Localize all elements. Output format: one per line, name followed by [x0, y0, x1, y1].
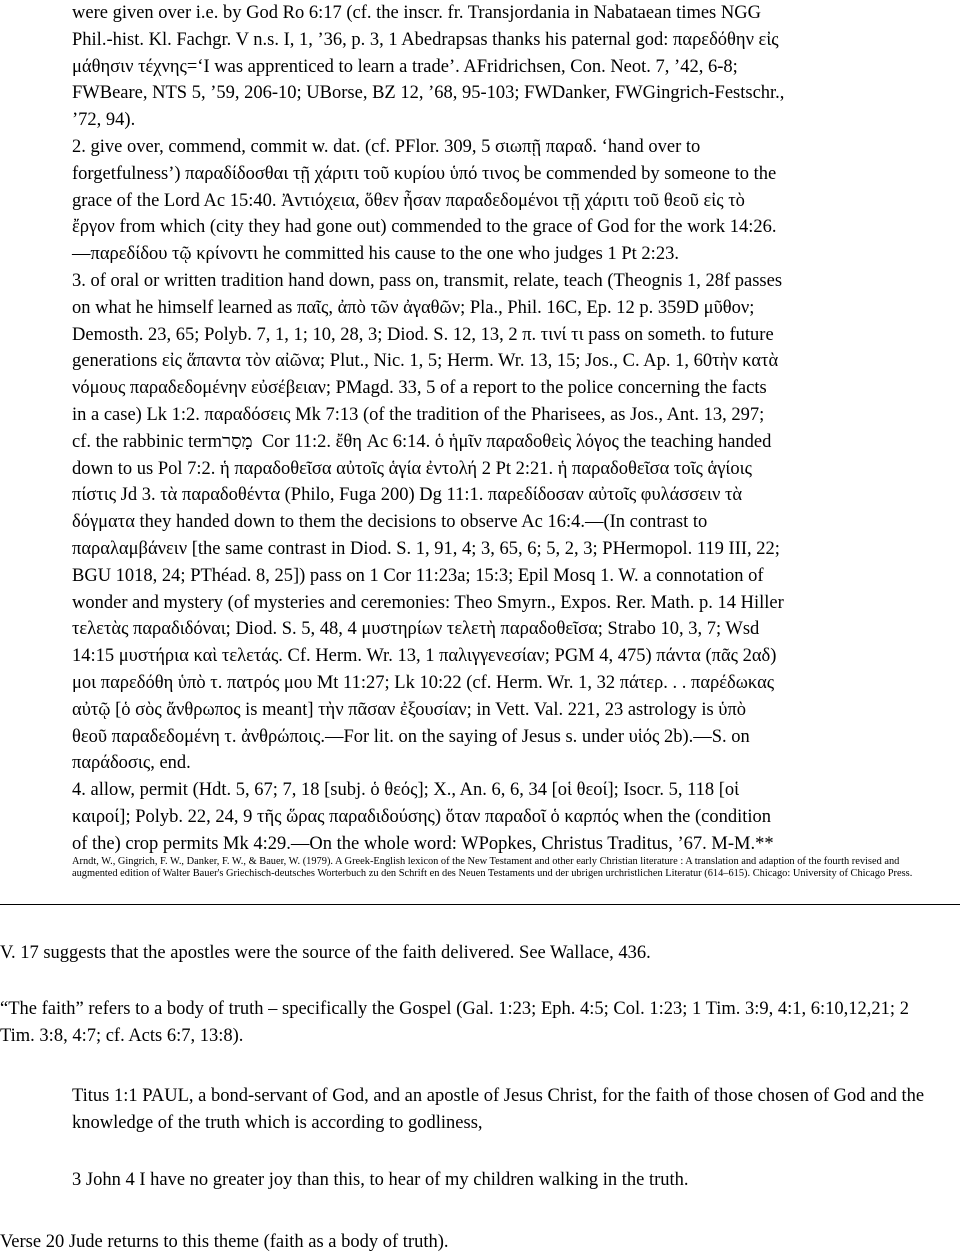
- lexicon-line: ’72, 94).: [72, 110, 136, 131]
- lexicon-line: 4. allow, permit (Hdt. 5, 67; 7, 18 [subj. ὁ θεός]; X., An. 6, 6, 34 [οἱ θεοί]; Isocr. 5, 118 [οἱ: [72, 780, 740, 801]
- lexicon-line: grace of the Lord Ac 15:40. Ἀντιόχεια, ὅθεν ἦσαν παραδεδομένοι τῇ χάριτι τοῦ θεοῦ εἰς τὸ: [72, 190, 745, 211]
- lexicon-entry: [72, 0, 952, 858]
- lexicon-line: down to us Pol 7:2. ἡ παραδοθεῖσα αὐτοῖς ἁγία ἐντολή 2 Pt 2:21. ἡ παραδοθεῖσα τοῖς ἁγίοις: [72, 458, 752, 479]
- paragraph-the-faith: “The faith” refers to a body of truth – specifically the Gospel (Gal. 1:23; Eph. 4:5; Col. 1:23; 1 Tim. 3:9, 4:1, 6:10,12,21; 2 Tim. 3:8, 4:7; cf. Acts 6:7, 13:8).: [0, 999, 909, 1046]
- lexicon-line: in a case) Lk 1:2. παραδόσεις Mk 7:13 (of the tradition of the Pharisees, as Jos., Ant. 13, 297;: [72, 404, 765, 425]
- lexicon-line: 14:15 μυστήρια καὶ τελετάς. Cf. Herm. Wr. 13, 1 παλιγγενεσίαν; PGM 4, 475) πάντα (πᾶς 2αδ): [72, 646, 777, 667]
- quote-3-john: 3 John 4 I have no greater joy than this, to hear of my children walking in the truth.: [72, 1170, 689, 1190]
- lexicon-line: νόμους παραδεδομένην εὐσέβειαν; PMagd. 33, 5 of a report to the police concerning the facts: [72, 378, 767, 399]
- lexicon-line: δόγματα they handed down to them the decisions to observe Ac 16:4.—(In contrast to: [72, 512, 708, 533]
- bibliographic-citation: Arndt, W., Gingrich, F. W., Danker, F. W., & Bauer, W. (1979). A Greek-English lexicon of the New Testament and other early Christian literature : A translation and adaption of the fourth revised and augmented edition of Walter Bauer's Griechisch-deutsches Worterbuch zu den Schrift en des Neuen Testaments und der ubrigen urchristlichen Literatur (614–615). Chicago: University of Chicago Press.: [72, 856, 913, 880]
- paragraph-wallace-note: V. 17 suggests that the apostles were the source of the faith delivered. See Wallace, 436.: [0, 943, 651, 963]
- lexicon-line: παραλαμβάνειν [the same contrast in Diod. S. 1, 91, 4; 3, 65, 6; 5, 2, 3; PHermopol. 119 III, 22;: [72, 538, 780, 559]
- lexicon-line: πίστις Jd 3. τὰ παραδοθέντα (Philo, Fuga 200) Dg 11:1. παρεδίδοσαν αὐτοῖς φυλάσσειν τὰ: [72, 485, 743, 506]
- lexicon-line-hebrew: [72, 429, 952, 456]
- quote-titus: Titus 1:1 PAUL, a bond-servant of God, and an apostle of Jesus Christ, for the faith of those chosen of God and the knowledge of the truth which is according to godliness,: [72, 1086, 925, 1133]
- lexicon-line: —παρεδίδου τῷ κρίνοντι he committed his cause to the one who judges 1 Pt 2:23.: [72, 244, 679, 265]
- lexicon-line: were given over i.e. by God Ro 6:17 (cf. the inscr. fr. Transjordania in Nabataean times NGG: [72, 3, 761, 23]
- lexicon-line: on what he himself learned as παῖς, ἀπὸ τῶν ἀγαθῶν; Pla., Phil. 16C, Ep. 12 p. 359D μῦθον;: [72, 297, 755, 318]
- section-divider: [0, 904, 960, 905]
- lexicon-line: 3. of oral or written tradition hand down, pass on, transmit, relate, teach (Theognis 1, 28f passes: [72, 270, 783, 291]
- lexicon-line: παράδοσις, end.: [72, 753, 191, 774]
- lexicon-line: FWBeare, NTS 5, ’59, 206-10; UBorse, BZ 12, ’68, 95-103; FWDanker, FWGingrich-Festschr.,: [72, 83, 785, 104]
- lexicon-line: wonder and mystery (of mysteries and ceremonies: Theo Smyrn., Expos. Rer. Math. p. 14 Hiller: [72, 592, 784, 613]
- lexicon-line: ἔργον from which (city they had gone out) commended to the grace of God for the work 14:26.: [72, 217, 777, 238]
- hebrew-line-prefix: cf. the rabbinic term: [72, 431, 222, 452]
- hebrew-line-suffix: Cor 11:2. ἔθη Ac 6:14. ὁ ἡμῖν παραδοθεὶς λόγος the teaching handed: [252, 431, 772, 452]
- lexicon-line: Phil.-hist. Kl. Fachgr. V n.s. I, 1, ’36, p. 3, 1 Abedrapsas thanks his paternal god: παρεδόθην εἰς: [72, 29, 779, 50]
- lexicon-line: generations εἰς ἅπαντα τὸν αἰῶνα; Plut., Nic. 1, 5; Herm. Wr. 13, 15; Jos., C. Ap. 1, 60τὴν κατὰ: [72, 351, 779, 372]
- lexicon-line: θεοῦ παραδεδομένη τ. ἀνθρώποις.—For lit. on the saying of Jesus s. under υἱός 2b).—S. on: [72, 726, 750, 747]
- lexicon-line: τελετὰς παραδιδόναι; Diod. S. 5, 48, 4 μυστηρίων τελετὴ παραδοθεῖσα; Strabo 10, 3, 7; Wsd: [72, 619, 760, 640]
- lexicon-line: 2. give over, commend, commit w. dat. (cf. PFlor. 309, 5 σιωπῇ παραδ. ‘hand over to: [72, 136, 701, 157]
- lexicon-line: of the) crop permits Mk 4:29.—On the whole word: WPopkes, Christus Traditus, ’67. M-M.**: [72, 833, 774, 854]
- hebrew-term: מָסַר: [222, 431, 253, 452]
- lexicon-line: αὐτῷ [ὁ σὸς ἄνθρωπος is meant] τὴν πᾶσαν ἐξουσίαν; in Vett. Val. 221, 23 astrology is ὑπὸ: [72, 699, 747, 720]
- lexicon-line: BGU 1018, 24; PThéad. 8, 25]) pass on 1 Cor 11:23a; 15:3; Epil Mosq 1. W. a connotation of: [72, 565, 764, 586]
- lexicon-line: μάθησιν τέχνης=‘I was apprenticed to learn a trade’. AFridrichsen, Con. Neot. 7, ’42, 6-8;: [72, 56, 738, 77]
- paragraph-verse-20: Verse 20 Jude returns to this theme (faith as a body of truth).: [0, 1232, 449, 1252]
- lexicon-line: Demosth. 23, 65; Polyb. 7, 1, 1; 10, 28, 3; Diod. S. 12, 13, 2 π. τινί τι pass on someth. to future: [72, 324, 774, 345]
- lexicon-line: καιροί]; Polyb. 22, 24, 9 τῆς ὥρας παραδιδούσης) ὅταν παραδοῖ ὁ καρπός when the (condition: [72, 806, 772, 827]
- lexicon-line: μοι παρεδόθη ὑπὸ τ. πατρός μου Mt 11:27; Lk 10:22 (cf. Herm. Wr. 1, 32 πάτερ. . . παρέδωκας: [72, 672, 775, 693]
- lexicon-line: forgetfulness’) παραδίδοσθαι τῇ χάριτι τοῦ κυρίου ὑπό τινος be commended by someone to the: [72, 163, 777, 184]
